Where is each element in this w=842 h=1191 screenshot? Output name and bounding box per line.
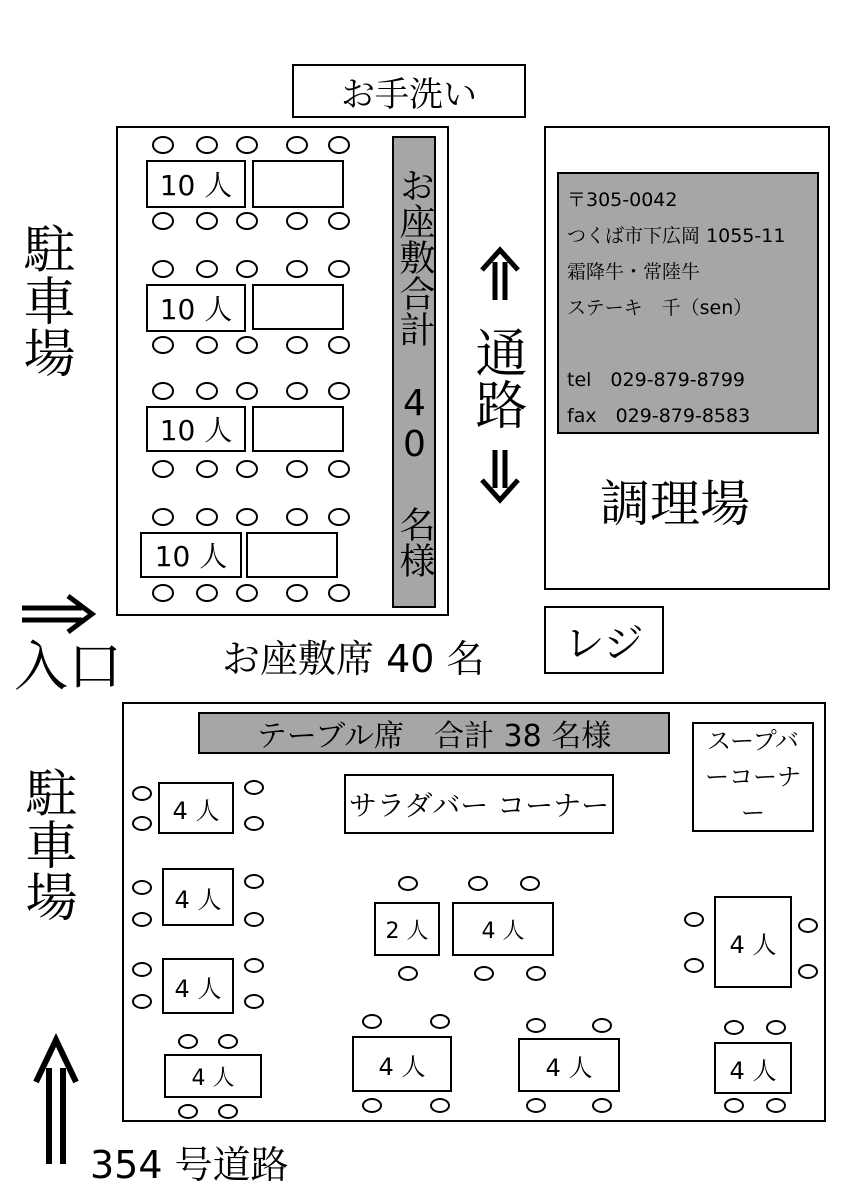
table-4-bottom-1[interactable] [352,1036,452,1092]
chair [244,874,264,889]
chair [328,508,350,526]
table-label: 4 人 [174,885,222,914]
washroom-label [292,64,526,118]
chair [218,1034,238,1049]
chair [468,876,488,891]
table-4-b[interactable] [162,868,234,926]
chair [152,212,174,230]
table-4-a[interactable] [158,782,234,834]
chair [520,876,540,891]
chair [526,1098,546,1113]
chair [236,508,258,526]
chair [798,964,818,979]
chair [362,1098,382,1113]
register-label: レジ [564,620,644,667]
chair [286,260,308,278]
chair [286,584,308,602]
entrance-label: 入口 [14,635,122,698]
table-2[interactable] [374,902,440,956]
chair [474,966,494,981]
chair [132,994,152,1009]
chair [244,816,264,831]
chair [430,1098,450,1113]
soup-bar-label: スープバーコーナー [705,727,801,827]
chair [152,460,174,478]
tatami-table-3b[interactable] [252,406,344,452]
info-fax: fax 029-879-8583 [567,405,751,427]
washroom-text: お手洗い [341,74,477,115]
chair [724,1098,744,1113]
table-total-text: テーブル席 合計 38 名様 [256,719,612,754]
info-address: つくば市下広岡 1055-11 [567,225,786,247]
tatami-table-4b[interactable] [246,532,338,578]
info-shop: ステーキ 千（sen） [567,297,753,319]
table-label: 4 人 [729,930,777,959]
table-label: 4 人 [545,1053,593,1082]
chair [236,336,258,354]
aisle-up-arrow-icon [478,246,522,300]
chair [328,260,350,278]
chair [236,212,258,230]
salad-bar-box [344,774,614,834]
chair [526,1018,546,1033]
entrance-arrow-icon [22,594,98,634]
chair [236,460,258,478]
table-label: 4 人 [172,796,220,825]
road-up-arrow-icon [34,1038,78,1164]
register-box [544,606,664,674]
chair [328,584,350,602]
info-postal: 〒305-0042 [567,189,678,211]
chair [152,584,174,602]
chair [244,958,264,973]
table-4-d[interactable] [164,1054,262,1098]
chair [684,958,704,973]
chair [132,880,152,895]
chair [398,876,418,891]
chair [178,1104,198,1119]
soup-bar-box [692,722,814,832]
tatami-label: お座敷席 40 名 [222,637,485,681]
chair [196,460,218,478]
chair [328,136,350,154]
table-4-c[interactable] [162,958,234,1014]
tatami-table-3[interactable] [146,406,246,452]
table-label: 2 人 [385,918,429,944]
table-label: 4 人 [174,974,222,1003]
chair [328,336,350,354]
table-4-bottom-2[interactable] [518,1038,620,1092]
chair [766,1020,786,1035]
tatami-total-bar [392,136,436,608]
chair [328,460,350,478]
chair [236,260,258,278]
table-label: 10 人 [159,169,233,202]
table-label: 4 人 [378,1052,426,1081]
chair [244,994,264,1009]
chair [152,260,174,278]
table-4-bottom-3[interactable] [714,1042,792,1094]
tatami-table-2b[interactable] [252,284,344,330]
chair [592,1098,612,1113]
chair [218,1104,238,1119]
chair [526,966,546,981]
table-4-center[interactable] [452,902,554,956]
shop-info-panel [557,172,819,434]
tatami-table-1b[interactable] [252,160,344,208]
info-beef: 霜降牛・常陸牛 [567,261,701,283]
chair [196,212,218,230]
chair [286,508,308,526]
table-label: 10 人 [159,414,233,447]
chair [132,962,152,977]
chair [132,786,152,801]
aisle-down-arrow-icon [478,450,522,504]
chair [132,912,152,927]
chair [286,460,308,478]
chair [362,1014,382,1029]
chair [286,212,308,230]
chair [244,780,264,795]
chair [766,1098,786,1113]
table-label: 10 人 [159,293,233,326]
chair [132,816,152,831]
chair [724,1020,744,1035]
chair [328,382,350,400]
chair [196,136,218,154]
chair [152,382,174,400]
table-total-bar [198,712,670,754]
road-label: 354 号道路 [90,1143,289,1187]
chair [196,508,218,526]
tatami-table-4[interactable] [140,532,242,578]
tatami-table-2[interactable] [146,284,246,332]
table-label: 10 人 [154,540,228,573]
chair [236,382,258,400]
chair [684,912,704,927]
chair [286,336,308,354]
chair [328,212,350,230]
chair [798,918,818,933]
chair [178,1034,198,1049]
info-tel: tel 029-879-8799 [567,369,746,391]
tatami-total-text: お座敷合計 40 名様 [394,166,435,578]
parking-label-top: 駐車場 [14,222,74,378]
chair [236,136,258,154]
table-label: 4 人 [481,918,525,944]
aisle-label: 通路 [466,326,526,430]
salad-bar-label: サラダバー コーナー [348,789,610,822]
chair [196,382,218,400]
parking-label-bottom: 駐車場 [16,766,76,922]
table-label: 4 人 [729,1056,777,1085]
table-4-right[interactable] [714,896,792,988]
chair [286,382,308,400]
kitchen-label: 調理場 [600,475,750,533]
chair [286,136,308,154]
chair [398,966,418,981]
chair [430,1014,450,1029]
chair [244,912,264,927]
chair [152,336,174,354]
chair [196,336,218,354]
chair [196,260,218,278]
chair [152,508,174,526]
table-label: 4 人 [191,1065,235,1091]
tatami-table-1[interactable] [146,160,246,208]
chair [592,1018,612,1033]
chair [196,584,218,602]
chair [152,136,174,154]
chair [236,584,258,602]
